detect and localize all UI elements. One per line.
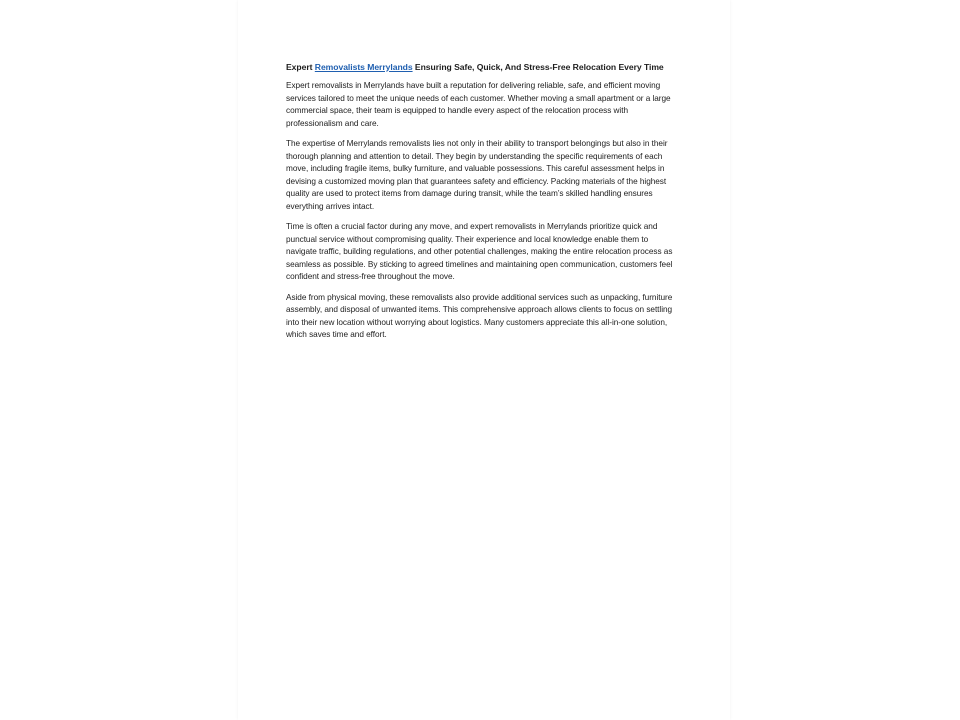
paragraph-2: The expertise of Merrylands removalists lies not only in their ability to transport belongings but also in their thorough planning and attention to detail. They begin by understanding the specific requirements of each move, including fragile items, bulky furniture, and valuable possessions. This careful assessment helps in devising a customized moving plan that guarantees safety and efficiency. Packing materials of the highest quality are used to protect items from damage during transit, while the team’s skilled handling ensures everything arrives intact. (286, 139, 668, 211)
title-prefix: Expert (286, 62, 315, 72)
document-title (286, 61, 678, 73)
document-content (286, 61, 678, 350)
paragraph-1: Expert removalists in Merrylands have built a reputation for delivering reliable, safe, and efficient moving services tailored to meet the unique needs of each customer. Whether moving a small apartment or a large commercial space, their team is equipped to handle every aspect of the relocation process with professionalism and care. (286, 81, 671, 128)
title-link-removalists-merrylands[interactable]: Removalists Merrylands (314, 62, 413, 72)
document-page (238, 0, 730, 720)
title-suffix: Ensuring Safe, Quick, And Stress-Free Relocation Every Time (412, 62, 664, 72)
paragraph-3: Time is often a crucial factor during any move, and expert removalists in Merrylands prioritize quick and punctual service without compromising quality. Their experience and local knowledge enable them to navigate traffic, building regulations, and other potential challenges, making the entire relocation process as seamless as possible. By sticking to agreed timelines and maintaining open communication, customers feel confident and stress-free throughout the move. (286, 222, 673, 281)
paragraph-4: Aside from physical moving, these removalists also provide additional services such as unpacking, furniture assembly, and disposal of unwanted items. This comprehensive approach allows clients to focus on settling into their new location without worrying about logistics. Many customers appreciate this all-in-one solution, which saves time and effort. (286, 292, 673, 339)
